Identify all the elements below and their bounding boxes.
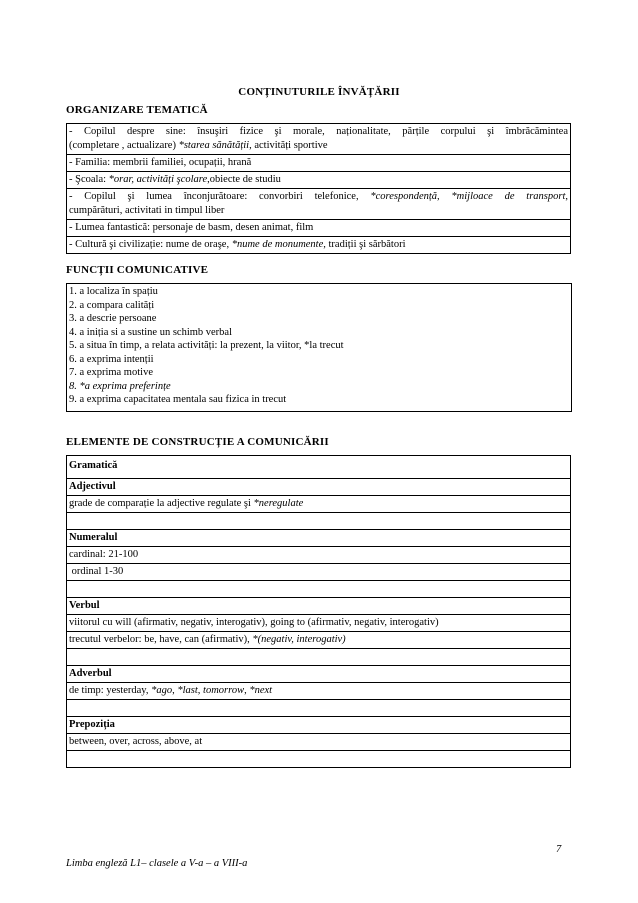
- table-row: [67, 615, 571, 632]
- table-row: [67, 220, 571, 237]
- text-span: trecutul verbelor: be, have, can (afirmativ),: [69, 634, 253, 645]
- empty-cell: [67, 649, 571, 666]
- text-span: , activități sportive: [249, 140, 328, 151]
- text-span: ,obiecte de studiu: [207, 174, 281, 185]
- table-cell: viitorul cu will (afirmativ, negativ, interogativ), going to (afirmativ, negativ, interogativ): [67, 615, 571, 632]
- table-row: [67, 683, 571, 700]
- text-span-italic: *starea sănătății: [178, 140, 250, 151]
- table-row: [67, 479, 571, 496]
- gramatica-label: Gramatică: [67, 456, 571, 479]
- adverb-label: Adverbul: [67, 666, 571, 683]
- row-line: cumpărături, activitati in timpul liber: [69, 205, 225, 216]
- table-cell: [67, 632, 571, 649]
- table-row: [67, 734, 571, 751]
- empty-cell: [67, 700, 571, 717]
- text-span-italic: *last, tomorrow: [177, 685, 245, 696]
- list-item: 1. a localiza în spațiu: [69, 286, 158, 297]
- page-footer: Limba engleză L1– clasele a V-a – a VIII-a: [66, 858, 248, 869]
- table-cell: between, over, across, above, at: [67, 734, 571, 751]
- page-number: 7: [556, 844, 562, 855]
- list-item: 4. a iniția si a sustine un schimb verbal: [69, 326, 233, 338]
- table-row: [67, 649, 571, 666]
- text-span: (completare , actualizare): [69, 140, 179, 151]
- table-cell: ordinal 1-30: [67, 564, 571, 581]
- table-cell: [67, 683, 571, 700]
- table-cell: [67, 237, 571, 254]
- text-span: - Cultură şi civilizație: nume de oraşe,: [69, 239, 232, 250]
- empty-cell: [67, 581, 571, 598]
- text-span: - Şcoala:: [69, 174, 109, 185]
- table-row: [67, 155, 571, 172]
- table-cell: - Familia: membrii familiei, ocupații, hrană: [67, 155, 571, 172]
- text-span-italic: *orar, activități şcolare: [108, 174, 208, 185]
- table-row: [67, 564, 571, 581]
- empty-cell: [67, 513, 571, 530]
- table-row: [67, 237, 571, 254]
- table-row: [67, 751, 571, 768]
- numeral-label: Numeralul: [67, 530, 571, 547]
- prepozitie-label: Prepoziția: [67, 717, 571, 734]
- text-span-italic: *(negativ, interogativ): [252, 634, 346, 645]
- table-row: [67, 581, 571, 598]
- table-row: [67, 700, 571, 717]
- text-span-italic: *next: [249, 685, 273, 696]
- table-cell: cardinal: 21-100: [67, 547, 571, 564]
- table-cell: [67, 124, 571, 155]
- page-title: CONȚINUTURILE ÎNVĂȚĂRII: [238, 86, 400, 98]
- table-row: [67, 547, 571, 564]
- row-line: - Copilul despre sine: însuşiri fizice şi morale, naționalitate, părțile corpului şi îmbrăcămintea: [69, 126, 568, 137]
- table-row: [67, 189, 571, 220]
- text-span: de timp: yesterday,: [69, 685, 152, 696]
- table-cell: [67, 496, 571, 513]
- empty-cell: [67, 751, 571, 768]
- text-span-italic: *ago: [151, 685, 173, 696]
- table-cell: [67, 172, 571, 189]
- table-cell: [67, 189, 571, 220]
- text-span: grade de comparație la adjective regulate şi: [69, 498, 254, 509]
- text-span: , tradiții şi sărbători: [323, 239, 406, 250]
- text-span: - Copilul şi lumea înconjurătoare: convorbiri telefonice,: [69, 191, 371, 202]
- table-row: [67, 598, 571, 615]
- table-cell: - Lumea fantastică: personaje de basm, desen animat, film: [67, 220, 571, 237]
- table-row: [67, 666, 571, 683]
- text-span-italic: *neregulate: [253, 498, 304, 509]
- functii-box: [66, 283, 572, 412]
- elemente-table: [66, 455, 571, 768]
- section-heading-functii: FUNCȚII COMUNICATIVE: [66, 264, 209, 276]
- list-item: 5. a situa în timp, a relata activități: la prezent, la viitor, *la trecut: [69, 340, 344, 351]
- list-item: 9. a exprima capacitatea mentala sau fizica in trecut: [69, 394, 287, 405]
- table-row: [67, 513, 571, 530]
- list-item: 7. a exprima motive: [69, 367, 153, 378]
- section-heading-elemente: ELEMENTE DE CONSTRUCȚIE A COMUNICĂRII: [66, 436, 329, 448]
- adjectiv-label: Adjectivul: [67, 479, 571, 496]
- row-line: [69, 190, 568, 204]
- list-item: 3. a descrie persoane: [69, 313, 157, 324]
- verb-label: Verbul: [67, 598, 571, 615]
- list-item: 6. a exprima intenții: [69, 353, 154, 365]
- row-line: [69, 139, 568, 153]
- table-row: [67, 632, 571, 649]
- table-row: [67, 172, 571, 189]
- table-row: [67, 124, 571, 155]
- table-row: [67, 456, 571, 479]
- text-span: ,: [244, 685, 250, 696]
- table-row: [67, 530, 571, 547]
- section-heading-organizare: ORGANIZARE TEMATICĂ: [66, 104, 208, 116]
- text-span-italic: *corespondență, *mijloace de transport: [370, 191, 566, 202]
- list-item: 8. *a exprima preferințe: [69, 380, 171, 392]
- table-row: [67, 496, 571, 513]
- table-row: [67, 717, 571, 734]
- text-span: ,: [172, 685, 178, 696]
- organizare-table: [66, 123, 571, 254]
- text-span: ,: [565, 191, 569, 202]
- text-span-italic: *nume de monumente: [231, 239, 324, 250]
- list-item: 2. a compara calități: [69, 299, 155, 311]
